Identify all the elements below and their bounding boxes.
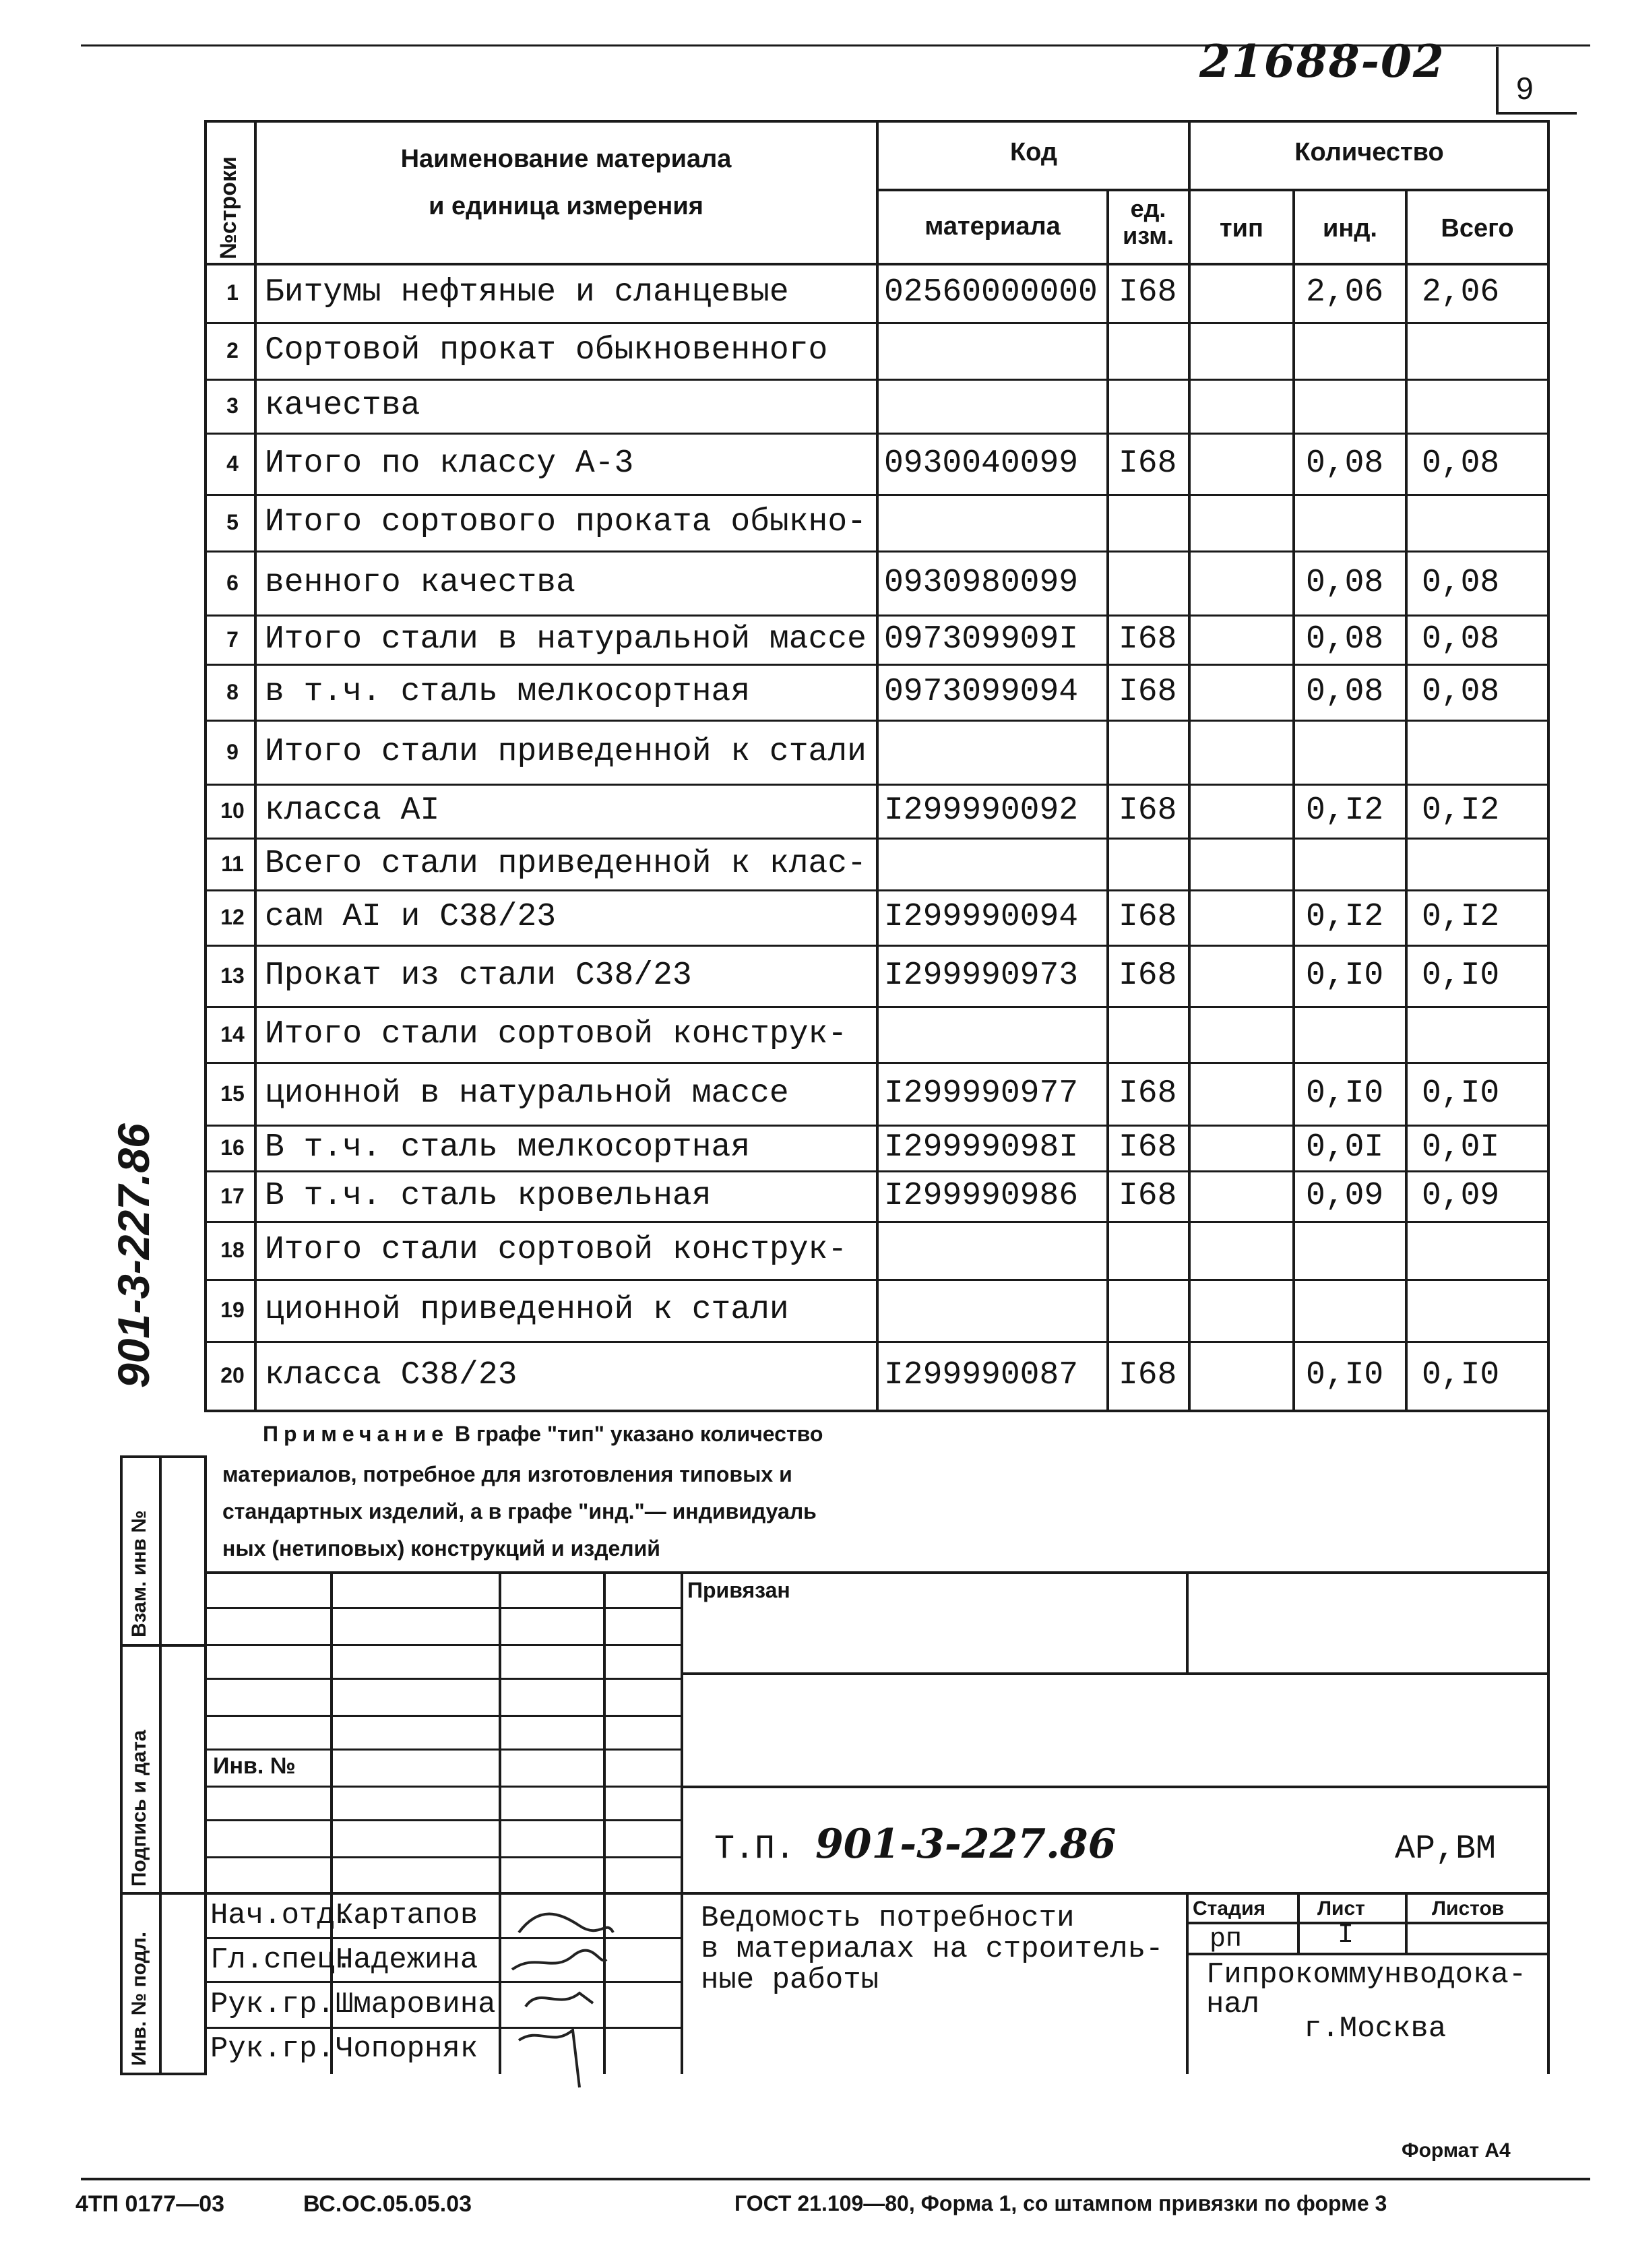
row-name: В т.ч. сталь кровельная — [265, 1177, 712, 1214]
doc-code: 21688-02 — [1199, 35, 1445, 88]
side-strip-bottom — [120, 2073, 206, 2075]
row-divider — [204, 1062, 1550, 1064]
row-name: Битумы нефтяные и сланцевые — [265, 274, 789, 311]
row-unit: I68 — [1119, 621, 1177, 658]
row-unit: I68 — [1119, 792, 1177, 829]
row-name: Прокат из стали С38/23 — [265, 957, 692, 994]
row-number: 16 — [220, 1135, 245, 1160]
row-ind: 0,I2 — [1306, 899, 1384, 935]
row-ind: 0,I0 — [1306, 957, 1384, 994]
row-code: I299990977 — [884, 1075, 1079, 1112]
row-ind: 0,I0 — [1306, 1357, 1384, 1393]
header-code-unit: ед. изм. — [1123, 195, 1174, 249]
signer-name: Шмаровина — [336, 1988, 496, 2021]
row-total: 0,08 — [1422, 445, 1500, 482]
row-code: I299990094 — [884, 899, 1079, 935]
row-ind: 2,06 — [1306, 274, 1384, 311]
row-name: Всего стали приведенной к клас- — [265, 845, 867, 882]
col-unit-border — [1188, 120, 1191, 1410]
stage-value: рп — [1210, 1924, 1243, 1955]
row-unit: I68 — [1119, 1129, 1177, 1166]
title-block-top — [681, 1786, 1550, 1788]
signature-1 — [519, 1914, 613, 1933]
side-project-code: 901-3-227.86 — [108, 1123, 158, 1388]
sections: АР,ВМ — [1395, 1830, 1497, 1868]
footer-mid-code: ВС.ОС.05.05.03 — [303, 2191, 472, 2217]
org-city: г.Москва — [1304, 2012, 1447, 2046]
title-line3: ные работы — [701, 1963, 879, 1997]
note-line1 — [263, 1422, 823, 1447]
side-strip-left — [120, 1455, 123, 2075]
stamp-grid-line — [204, 1644, 681, 1646]
row-name: Итого стали в натуральной массе — [265, 621, 867, 658]
row-unit: I68 — [1119, 673, 1177, 710]
col-ind-border — [1405, 189, 1408, 1410]
row-total: 0,I0 — [1422, 957, 1500, 994]
side-label-podpis: Подпись и дата — [128, 1730, 150, 1887]
header-quantity: Количество — [1294, 138, 1444, 166]
privyazan-bottom — [681, 1672, 1550, 1675]
row-number: 7 — [226, 627, 239, 652]
signer-name: Картапов — [336, 1899, 478, 1932]
row-total: 0,08 — [1422, 673, 1500, 710]
row-ind: 0,0I — [1306, 1129, 1384, 1166]
row-number: 10 — [220, 798, 245, 823]
row-ind: 0,I2 — [1306, 792, 1384, 829]
row-ind: 0,08 — [1306, 621, 1384, 658]
row-unit: I68 — [1119, 274, 1177, 311]
row-divider — [204, 379, 1550, 381]
footer-gost: ГОСТ 21.109—80, Форма 1, со штампом привязки по форме 3 — [734, 2191, 1387, 2215]
row-divider — [204, 1006, 1550, 1008]
row-number: 3 — [226, 393, 239, 418]
row-unit: I68 — [1119, 445, 1177, 482]
row-divider — [204, 494, 1550, 496]
row-number: 14 — [220, 1021, 245, 1046]
header-code-material: материала — [924, 212, 1061, 241]
row-divider — [204, 433, 1550, 435]
row-ind: 0,08 — [1306, 564, 1384, 601]
row-divider — [204, 322, 1550, 324]
row-divider — [204, 945, 1550, 947]
row-divider — [204, 838, 1550, 840]
org-line1: Гипрокоммунводока- — [1206, 1958, 1527, 1992]
signature-4 — [519, 2030, 579, 2087]
col-rowno-border — [254, 120, 257, 1410]
signer-role: Нач.отд. — [210, 1899, 353, 1932]
stage-block-left — [1186, 1892, 1189, 2074]
table-left-border — [204, 120, 207, 1410]
stamp-grid-line — [204, 1715, 681, 1717]
signer-role: Гл.спец. — [210, 1943, 353, 1977]
row-code: I299990087 — [884, 1357, 1079, 1393]
row-total: 0,I2 — [1422, 899, 1500, 935]
header-qty-total: Всего — [1441, 214, 1514, 243]
tp-number: 901-3-227.86 — [815, 1821, 1117, 1868]
note-line4: ных (нетиповых) конструкций и изделий — [222, 1536, 660, 1561]
row-number: 13 — [220, 963, 245, 988]
stamp-grid-line — [204, 1607, 681, 1609]
row-name: Сортовой прокат обыкновенного — [265, 332, 828, 369]
row-code: I299990986 — [884, 1177, 1079, 1214]
stage-label: Стадия — [1193, 1897, 1266, 1920]
row-name: в т.ч. сталь мелкосортная — [265, 673, 751, 710]
row-code: I299990973 — [884, 957, 1079, 994]
sheet-box-bottom — [1496, 112, 1577, 115]
row-total: 0,I2 — [1422, 792, 1500, 829]
row-total: 0,09 — [1422, 1177, 1500, 1214]
col-name-border — [876, 120, 879, 1410]
row-divider — [204, 889, 1550, 891]
header-row-no: №строки — [216, 156, 241, 259]
header-mid — [876, 189, 1547, 191]
row-total: 0,08 — [1422, 564, 1500, 601]
signature-marks — [499, 1892, 633, 2094]
header-code: Код — [1009, 138, 1058, 166]
note-label: Примечание — [263, 1422, 449, 1446]
note-text1: В графе "тип" указано количество — [454, 1422, 823, 1446]
row-ind: 0,08 — [1306, 445, 1384, 482]
row-unit: I68 — [1119, 957, 1177, 994]
header-qty-ind: инд. — [1323, 214, 1377, 243]
row-code: 02560000000 — [884, 274, 1098, 311]
row-number: 11 — [221, 851, 244, 876]
row-number: 17 — [220, 1183, 245, 1208]
row-unit: I68 — [1119, 1357, 1177, 1393]
header-name-line1: Наименование материала — [400, 145, 732, 173]
row-number: 12 — [220, 905, 245, 929]
row-number: 15 — [220, 1081, 245, 1106]
sheet-number: 9 — [1516, 71, 1534, 106]
signer-role: Рук.гр. — [210, 1988, 335, 2021]
side-label-inv-podl: Инв. № подл. — [128, 1931, 150, 2066]
row-divider — [204, 1279, 1550, 1281]
row-code: I29999098I — [884, 1129, 1079, 1166]
row-code: 0930980099 — [884, 564, 1079, 601]
footer-rule — [81, 2178, 1590, 2180]
stamp-grid-line — [204, 1786, 681, 1788]
row-divider — [204, 550, 1550, 553]
format-label: Формат А4 — [1402, 2139, 1511, 2162]
side-strip-top — [120, 1455, 206, 1458]
tp-prefix: Т.П. — [714, 1830, 796, 1868]
row-divider — [204, 720, 1550, 722]
sheet-value: I — [1338, 1920, 1354, 1951]
row-code: 0973099094 — [884, 673, 1079, 710]
row-name: Итого сортового проката обыкно- — [265, 504, 867, 540]
row-code: 097309909I — [884, 621, 1079, 658]
row-name: Итого стали приведенной к стали — [265, 733, 867, 770]
stamp-grid-v4 — [681, 1571, 683, 2074]
sheet-label: Лист — [1317, 1897, 1365, 1920]
row-total: 0,I0 — [1422, 1357, 1500, 1393]
col-code-border — [1106, 189, 1109, 1410]
sheet-box-left — [1496, 47, 1499, 112]
row-name: Итого стали сортовой конструк- — [265, 1015, 848, 1052]
signature-3 — [526, 1993, 593, 2007]
row-number: 20 — [220, 1363, 245, 1387]
side-label-vzam: Взам. инв № — [128, 1510, 150, 1637]
row-name: качества — [265, 387, 420, 424]
row-unit: I68 — [1119, 899, 1177, 935]
note-line3: стандартных изделий, а в графе "инд."— индивидуаль — [222, 1499, 817, 1523]
row-divider — [204, 784, 1550, 786]
row-name: Итого по классу А-3 — [265, 445, 634, 482]
row-divider — [204, 1170, 1550, 1172]
row-divider — [204, 664, 1550, 666]
row-name: класса AI — [265, 792, 440, 829]
org-line2: нал — [1206, 1988, 1260, 2021]
signers-top — [159, 1892, 1550, 1895]
row-number: 5 — [226, 510, 239, 534]
row-ind: 0,I0 — [1306, 1075, 1384, 1112]
row-ind: 0,09 — [1306, 1177, 1384, 1214]
row-number: 2 — [226, 338, 239, 363]
privyazan-label: Привязан — [687, 1578, 790, 1602]
title-line1: Ведомость потребности — [701, 1901, 1075, 1935]
row-name: В т.ч. сталь мелкосортная — [265, 1129, 751, 1166]
row-name: сам AI и С38/23 — [265, 899, 557, 935]
stamp-grid-line — [204, 1678, 681, 1680]
row-number: 1 — [226, 280, 239, 305]
row-divider — [204, 1221, 1550, 1223]
signer-name: Надежина — [336, 1943, 478, 1977]
row-number: 19 — [220, 1298, 245, 1322]
row-ind: 0,08 — [1306, 673, 1384, 710]
title-line2: в материалах на строитель- — [701, 1932, 1164, 1966]
table-right-border — [1547, 120, 1550, 2074]
inv-no-label: Инв. № — [213, 1753, 296, 1779]
row-name: ционной приведенной к стали — [265, 1292, 789, 1328]
row-divider — [204, 1125, 1550, 1127]
row-divider — [204, 615, 1550, 617]
footer-left-code: 4ТП 0177—03 — [75, 2191, 225, 2217]
row-code: 0930040099 — [884, 445, 1079, 482]
stamp-grid-line — [204, 1819, 681, 1821]
row-number: 6 — [226, 570, 239, 595]
stamp-grid-line — [204, 1749, 681, 1751]
table-bottom — [204, 1410, 1550, 1412]
col-type-border — [1292, 189, 1295, 1410]
note-line2: материалов, потребное для изготовления типовых и — [222, 1462, 792, 1486]
row-name: Итого стали сортовой конструк- — [265, 1232, 848, 1268]
signer-role: Рук.гр. — [210, 2032, 335, 2066]
sheets-label: Листов — [1432, 1897, 1505, 1920]
stamp-grid-line — [204, 1856, 681, 1858]
row-number: 8 — [226, 679, 239, 704]
header-name-line2: и единица измерения — [429, 192, 703, 220]
row-code: I299990092 — [884, 792, 1079, 829]
privyazan-divider — [1186, 1571, 1189, 1672]
row-total: 0,0I — [1422, 1129, 1500, 1166]
row-name: класса С38/23 — [265, 1357, 517, 1393]
header-qty-type: тип — [1220, 214, 1263, 243]
row-total: 0,08 — [1422, 621, 1500, 658]
row-name: ционной в натуральной массе — [265, 1075, 789, 1112]
signature-2 — [512, 1951, 606, 1970]
row-number: 18 — [220, 1238, 245, 1262]
side-strip-right — [159, 1455, 162, 2075]
stamp-top — [204, 1571, 1550, 1574]
row-total: 0,I0 — [1422, 1075, 1500, 1112]
row-number: 4 — [226, 451, 239, 476]
row-total: 2,06 — [1422, 274, 1500, 311]
side-strip-div1 — [120, 1644, 206, 1647]
signer-name: Чопорняк — [336, 2032, 478, 2066]
row-name: венного качества — [265, 564, 575, 601]
row-unit: I68 — [1119, 1075, 1177, 1112]
row-unit: I68 — [1119, 1177, 1177, 1214]
row-divider — [204, 1341, 1550, 1343]
row-number: 9 — [226, 739, 239, 764]
